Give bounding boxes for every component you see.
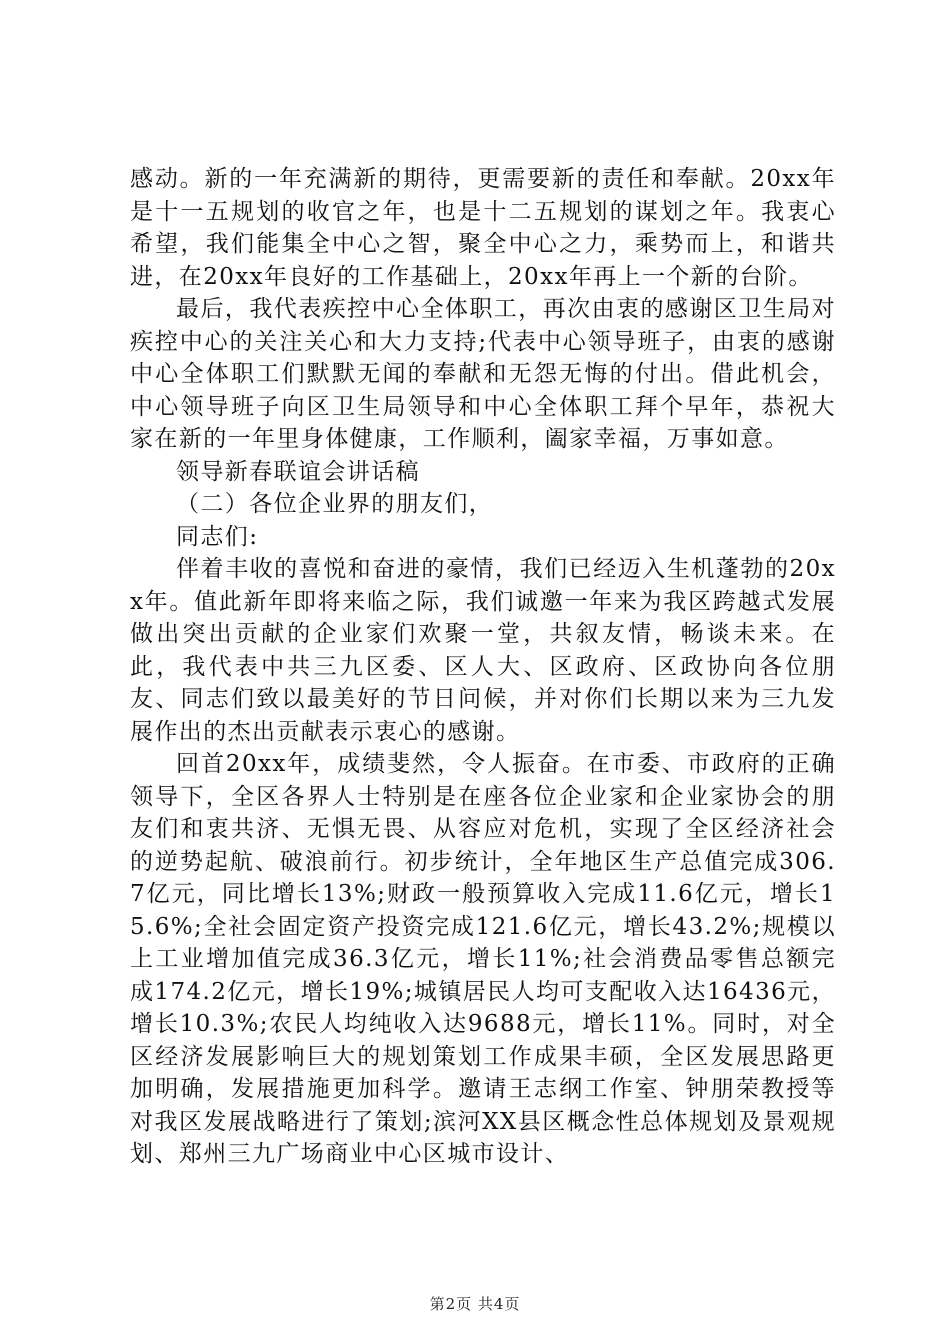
paragraph-continuation: 感动。新的一年充满新的期待，更需要新的责任和奉献。20xx年是十一五规划的收官之年，也是十二五规划的谋划之年。我衷心希望，我们能集全中心之智，聚全中心之力，乘势而上，和谐共进，在20xx年良好的工作基础上，20xx年再上一个新的台阶。 xyxy=(130,166,836,290)
paragraph-review: 回首20xx年，成绩斐然，令人振奋。在市委、市政府的正确领导下，全区各界人士特别是在座各位企业家和企业家协会的朋友们和衷共济、无惧无畏、从容应对危机，实现了全区经济社会的逆势起航、破浪前行。初步统计，全年地区生产总值完成306.7亿元，同比增长13%;财政一般预算收入完成11.6亿元，增长15.6%;全社会固定资产投资完成121.6亿元，增长43.2%;规模以上工业增加值完成36.3亿元，增长11%;社会消费品零售总额完成174.2亿元，增长19%;城镇居民人均可支配收入达16436元，增长10.3%;农民人均纯收入达9688元，增长11%。同时，对全区经济发展影响巨大的规划策划工作成果丰硕，全区发展思路更加明确，发展措施更加科学。邀请王志纲工作室、钟朋荣教授等对我区发展战略进行了策划;滨河XX县区概念性总体规划及景观规划、郑州三九广场商业中心区城市设计、 xyxy=(130,751,836,1167)
speech-title: 领导新春联谊会讲话稿 xyxy=(176,458,420,485)
salutation-comrades: 同志们: xyxy=(176,523,259,550)
document-body xyxy=(130,163,836,1171)
salutation-friends: （二）各位企业界的朋友们， xyxy=(176,491,494,517)
paragraph-greeting: 伴着丰收的喜悦和奋进的豪情，我们已经迈入生机蓬勃的20xx年。值此新年即将来临之际，我们诚邀一年来为我区跨越式发展做出突出贡献的企业家们欢聚一堂，共叙友情，畅谈未来。在此，我代表中共三九区委、区人大、区政府、区政协向各位朋友、同志们致以最美好的节日问候，并对你们长期以来为三九发展作出的杰出贡献表示衷心的感谢。 xyxy=(130,556,836,745)
paragraph-closing-thanks: 最后，我代表疾控中心全体职工，再次由衷的感谢区卫生局对疾控中心的关注关心和大力支持;代表中心领导班子，由衷的感谢中心全体职工们默默无闻的奉献和无怨无悔的付出。借此机会，中心领导班子向区卫生局领导和中心全体职工拜个早年，恭祝大家在新的一年里身体健康，工作顺利，阖家幸福，万事如意。 xyxy=(130,296,836,452)
page-number-footer: 第2页 共4页 xyxy=(429,1295,521,1313)
